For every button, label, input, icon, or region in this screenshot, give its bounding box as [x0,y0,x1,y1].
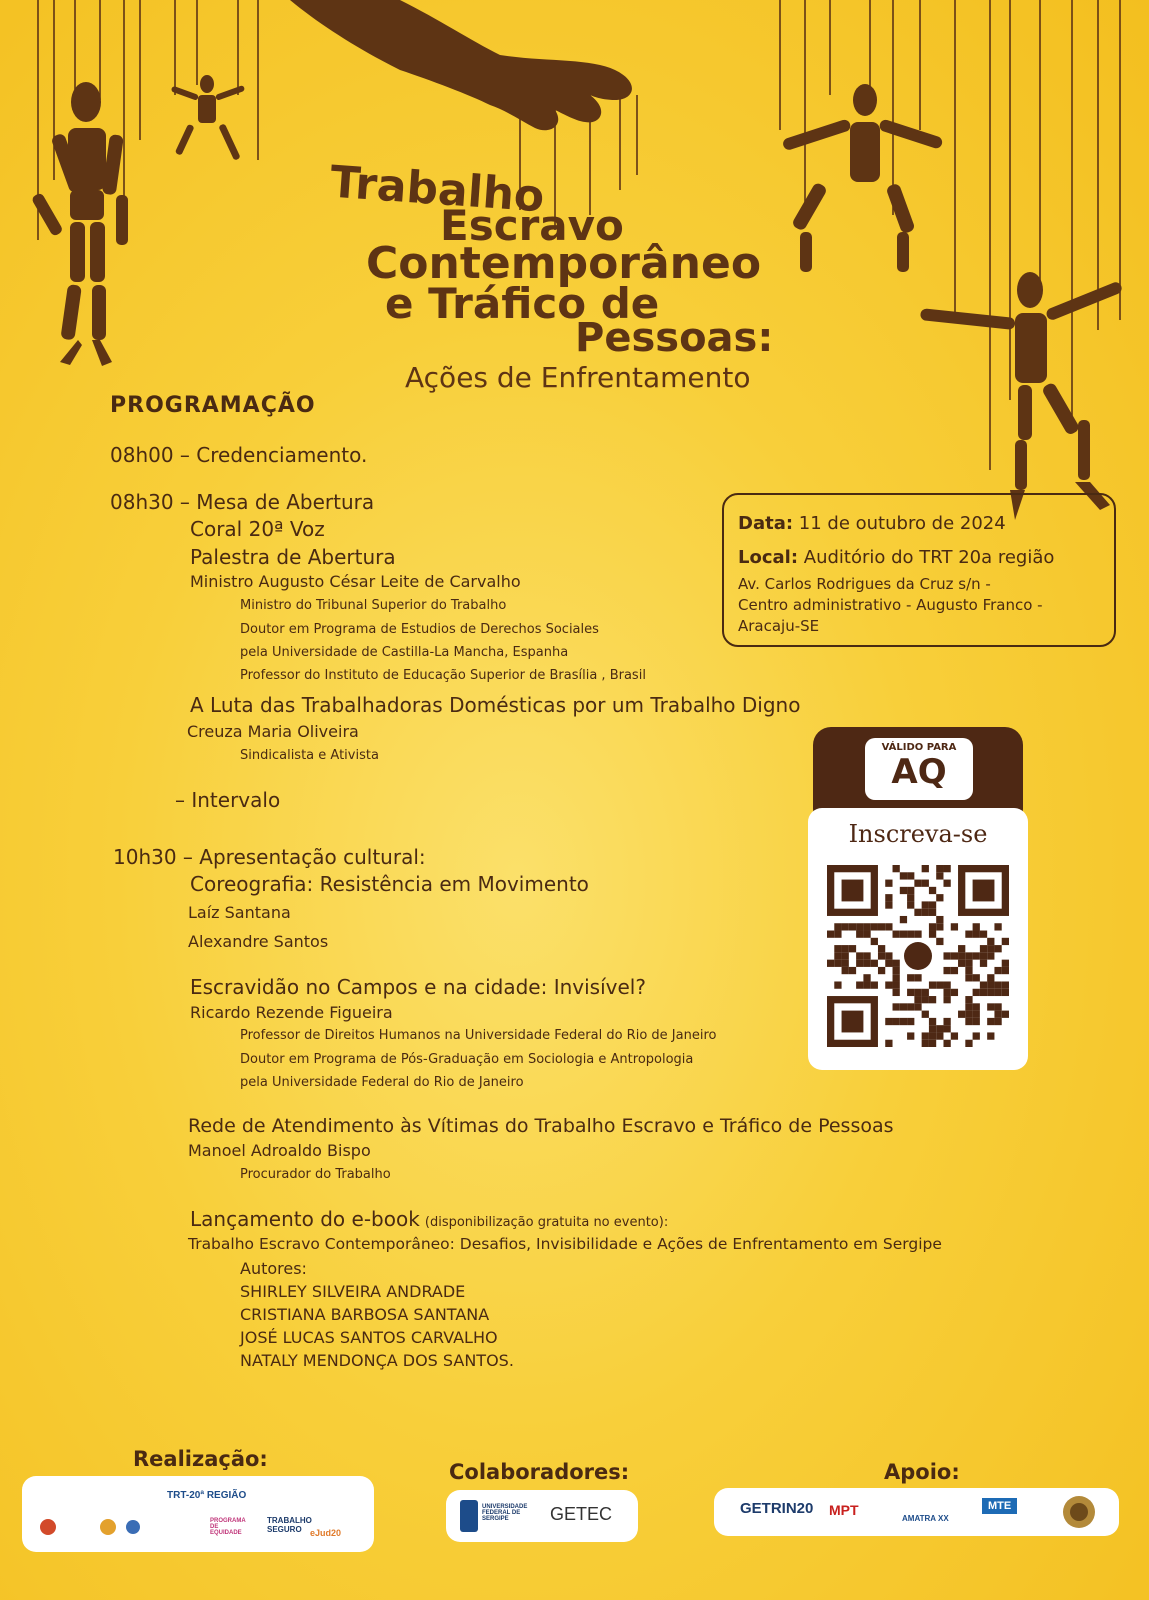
palestrante-bio-4: Professor do Instituto de Educação Superior de Brasília , Brasil [240,668,646,683]
aq-badge [865,738,973,800]
logo-getec: GETEC [550,1504,613,1524]
title-line-5: Pessoas: [575,315,774,361]
autor-4: NATALY MENDONÇA DOS SANTOS. [240,1351,514,1370]
logo-getrin: GETRIN20 [740,1500,814,1517]
logo-trt: TRT-20ª REGIÃO [167,1490,247,1501]
location-label: Local: [738,547,799,568]
program-heading: PROGRAMAÇÃO [110,393,316,418]
apoio-label: Apoio: [884,1460,960,1484]
item-abertura: 08h30 – Mesa de Abertura [110,490,375,514]
event-date [738,513,1006,534]
realizacao-logos [22,1476,374,1552]
rede-title: Rede de Atendimento às Vítimas do Trabalho Escravo e Tráfico de Pessoas [188,1115,894,1137]
title-line-1: Trabalho [328,156,546,223]
palestrante-name: Ministro Augusto César Leite de Carvalho [190,572,521,591]
escravidao-bio-1: Professor de Direitos Humanos na Universidade Federal do Rio de Janeiro [240,1028,717,1043]
rede-bio: Procurador do Trabalho [240,1167,391,1182]
address-line-1: Av. Carlos Rodrigues da Cruz s/n - [738,575,991,593]
realizacao-emblems [38,1512,158,1542]
logo-equidade: PROGRAMA DE EQUIDADE [210,1518,246,1536]
item-intervalo: – Intervalo [175,788,281,812]
item-cultural: 10h30 – Apresentação cultural: [113,845,426,869]
qr-code-icon[interactable] [827,865,1009,1047]
autor-3: JOSÉ LUCAS SANTOS CARVALHO [240,1328,498,1347]
escravidao-bio-3: pela Universidade Federal do Rio de Janeiro [240,1075,524,1090]
event-info-box [722,493,1116,647]
logo-mte: MTE [982,1498,1017,1514]
ebook-name: Trabalho Escravo Contemporâneo: Desafios, Invisibilidade e Ações de Enfrentamento em Sergipe [188,1235,942,1253]
coreografia-performer-2: Alexandre Santos [188,932,329,951]
event-subtitle: Ações de Enfrentamento [405,361,751,394]
aq-badge-top: VÁLIDO PARA [881,742,957,753]
address-line-2: Centro administrativo - Augusto Franco - [738,596,1043,614]
ebook-heading [190,1207,668,1231]
realizacao-label: Realização: [133,1447,268,1471]
title-line-3: Contemporâneo [366,238,762,289]
event-address [738,574,1043,637]
logo-mpt: MPT [829,1502,859,1518]
rede-speaker: Manoel Adroaldo Bispo [188,1141,371,1160]
autor-1: SHIRLEY SILVEIRA ANDRADE [240,1282,466,1301]
coreografia-performer-1: Laíz Santana [188,903,291,922]
signup-cta: Inscreva-se [848,820,988,848]
escravidao-bio-2: Doutor em Programa de Pós-Graduação em Sociologia e Antropologia [240,1052,694,1067]
ufs-crest-icon [460,1500,478,1532]
item-palestra: Palestra de Abertura [190,545,396,569]
ebook-note: (disponibilização gratuita no evento): [424,1215,669,1230]
luta-title: A Luta das Trabalhadoras Domésticas por um Trabalho Digno [190,693,801,717]
luta-bio: Sindicalista e Ativista [240,748,379,763]
escravidao-speaker: Ricardo Rezende Figueira [190,1003,393,1022]
signup-card[interactable] [808,808,1028,1070]
police-badge-icon [1062,1494,1096,1530]
puppet-left [31,82,128,366]
date-label: Data: [738,513,794,534]
colaboradores-logos [446,1490,638,1542]
puppet-small [171,75,246,161]
escravidao-title: Escravidão no Campos e na cidade: Invisível? [190,975,646,999]
palestrante-bio-1: Ministro do Tribunal Superior do Trabalho [240,598,507,613]
luta-speaker: Creuza Maria Oliveira [187,722,359,741]
autores-label: Autores: [240,1259,307,1278]
item-credenciamento: 08h00 – Credenciamento. [110,443,368,467]
logo-ufs: UNIVERSIDADE FEDERAL DE SERGIPE [482,1504,528,1522]
title-line-2: Escravo [440,201,624,250]
apoio-logos [714,1488,1119,1536]
item-coral: Coral 20ª Voz [190,517,325,541]
autor-2: CRISTIANA BARBOSA SANTANA [240,1305,490,1324]
location-value: Auditório do TRT 20a região [803,547,1055,568]
coreografia-title: Coreografia: Resistência em Movimento [190,872,589,896]
logo-trabalho-seguro: TRABALHO SEGURO [267,1516,312,1534]
aq-badge-main: AQ [891,752,947,792]
title-line-4: e Tráfico de [385,279,660,328]
address-line-3: Aracaju-SE [738,617,820,635]
colaboradores-label: Colaboradores: [449,1460,630,1484]
date-value: 11 de outubro de 2024 [798,513,1006,534]
logo-ejud: eJud20 [310,1528,342,1538]
puppet-right-bottom [920,272,1124,520]
ebook-title: Lançamento do e-book [190,1207,420,1231]
hand-shape [290,0,632,130]
palestrante-bio-3: pela Universidade de Castilla-La Mancha, Espanha [240,645,569,660]
logo-amatra: AMATRA XX [902,1514,949,1523]
event-location [738,547,1054,568]
palestrante-bio-2: Doutor em Programa de Estudios de Derechos Sociales [240,622,599,637]
